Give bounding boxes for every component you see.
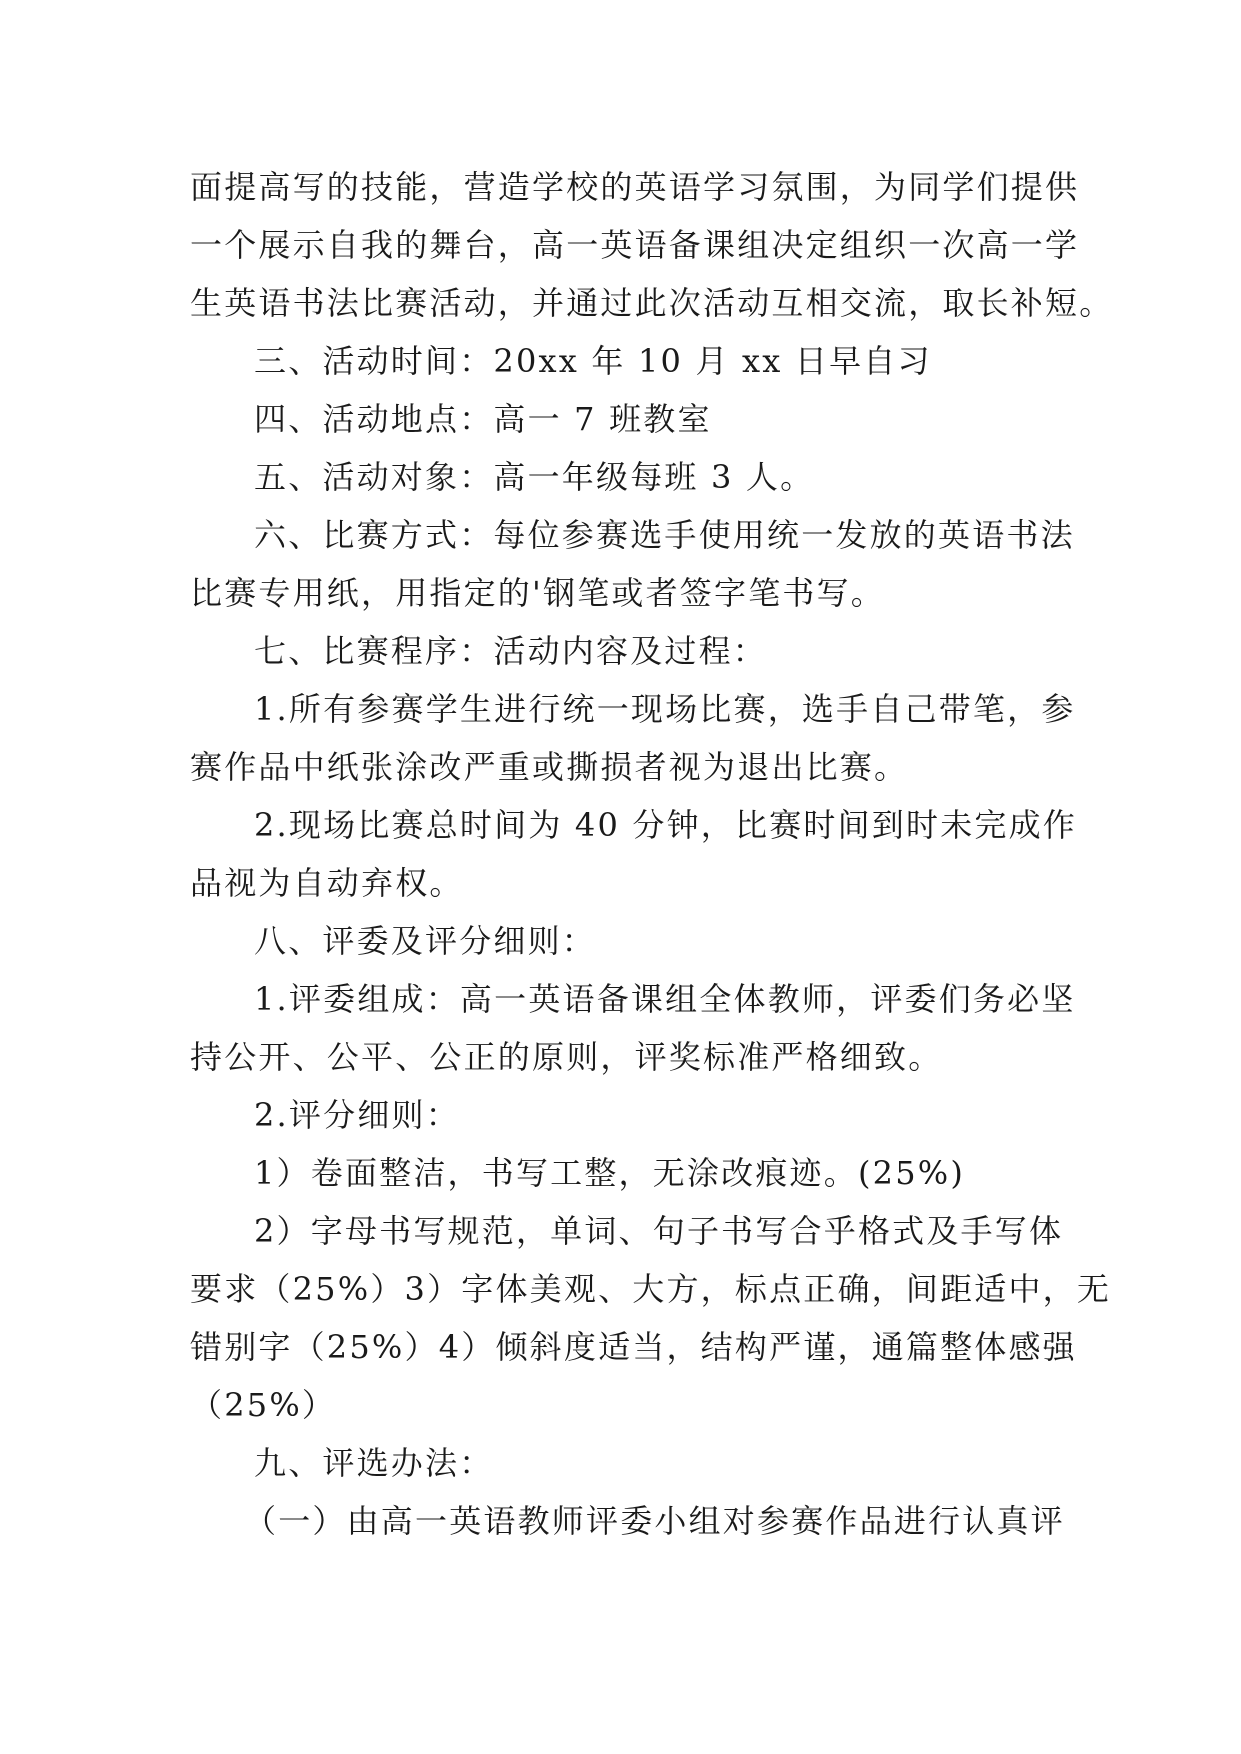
- text-line: 比赛专用纸，用指定的'钢笔或者签字笔书写。: [190, 574, 885, 612]
- text-line: 错别字（25%）4）倾斜度适当，结构严谨，通篇整体感强: [190, 1328, 1077, 1366]
- numbered-item: 2.现场比赛总时间为 40 分钟，比赛时间到时未完成作: [254, 806, 1077, 844]
- document-body: [190, 158, 1114, 1550]
- text-line: （25%）: [190, 1386, 337, 1424]
- section-heading: 八、评委及评分细则：: [254, 922, 597, 960]
- section-heading: 四、活动地点：高一 7 班教室: [254, 400, 712, 438]
- section-heading: 六、比赛方式：每位参赛选手使用统一发放的英语书法: [254, 516, 1075, 554]
- text-line: 生英语书法比赛活动，并通过此次活动互相交流，取长补短。: [190, 284, 1114, 322]
- section-heading: 三、活动时间：20xx 年 10 月 xx 日早自习: [254, 342, 932, 380]
- section-heading: 七、比赛程序：活动内容及过程：: [254, 632, 768, 670]
- section-heading: 五、活动对象：高一年级每班 3 人。: [254, 458, 815, 496]
- scoring-item: 1）卷面整洁，书写工整，无涂改痕迹。(25%): [254, 1154, 966, 1192]
- numbered-item: 1.所有参赛学生进行统一现场比赛，选手自己带笔，参: [254, 690, 1076, 728]
- text-line: 要求（25%）3）字体美观、大方，标点正确，间距适中，无: [190, 1270, 1112, 1308]
- text-line: 品视为自动弃权。: [190, 864, 464, 902]
- numbered-item: 2.评分细则：: [254, 1096, 460, 1134]
- text-line: 一个展示自我的舞台，高一英语备课组决定组织一次高一学: [190, 226, 1080, 264]
- section-heading: 九、评选办法：: [254, 1444, 494, 1482]
- text-line: 赛作品中纸张涂改严重或撕损者视为退出比赛。: [190, 748, 909, 786]
- text-line: 持公开、公平、公正的原则，评奖标准严格细致。: [190, 1038, 943, 1076]
- text-line: （一）由高一英语教师评委小组对参赛作品进行认真评: [244, 1502, 1065, 1540]
- scoring-item: 2）字母书写规范，单词、句子书写合乎格式及手写体: [254, 1212, 1064, 1250]
- numbered-item: 1.评委组成：高一英语备课组全体教师，评委们务必坚: [254, 980, 1076, 1018]
- text-line: 面提高写的技能，营造学校的英语学习氛围，为同学们提供: [190, 168, 1080, 206]
